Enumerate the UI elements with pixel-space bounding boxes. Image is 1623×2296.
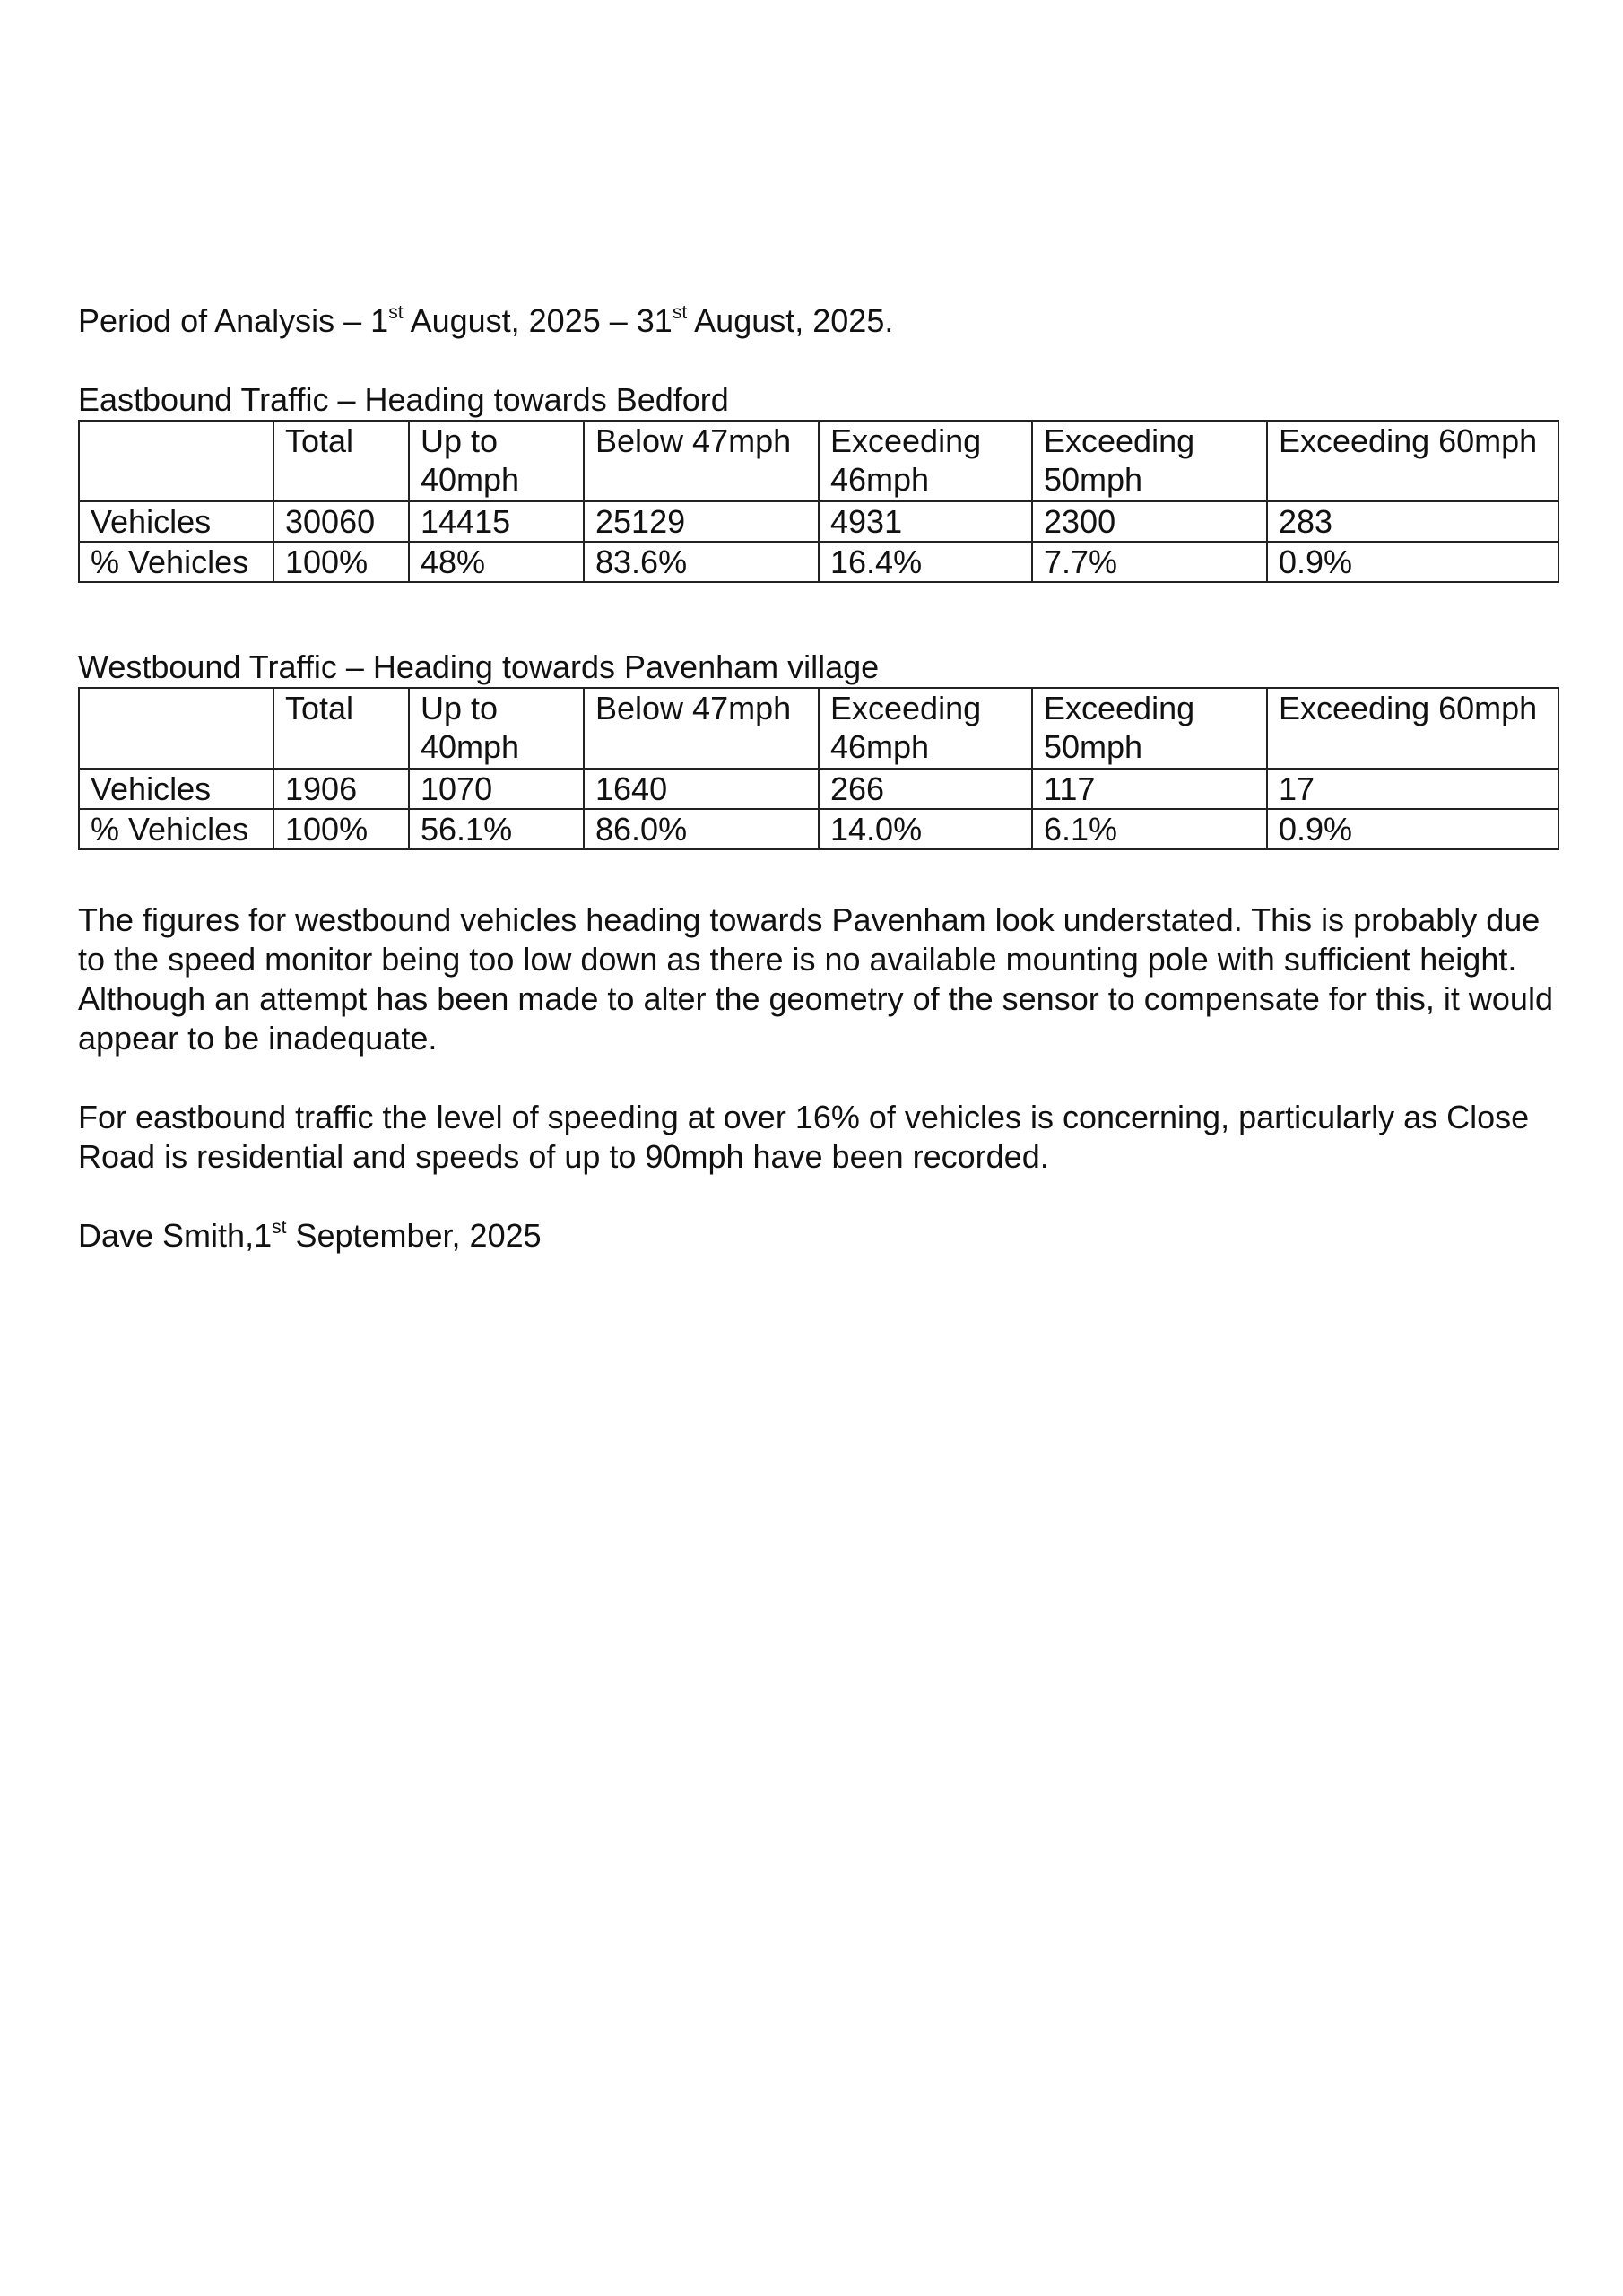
period-prefix: Period of Analysis – 1 <box>78 302 389 339</box>
table-cell: 0.9% <box>1267 809 1558 849</box>
header-cell: Total <box>273 688 409 769</box>
table-cell: 56.1% <box>409 809 584 849</box>
header-cell: Total <box>273 421 409 501</box>
header-cell: Exceeding 60mph <box>1267 688 1558 769</box>
period-end-ordinal: st <box>672 302 688 323</box>
analysis-period <box>78 301 1558 341</box>
table-cell: 0.9% <box>1267 542 1558 582</box>
table-cell: 117 <box>1032 769 1267 809</box>
table-row <box>79 809 1558 849</box>
table-header-row <box>79 688 1558 769</box>
table-cell: 16.4% <box>819 542 1032 582</box>
table-cell: 100% <box>273 809 409 849</box>
table-cell: Vehicles <box>79 501 273 542</box>
header-cell: Up to 40mph <box>409 421 584 501</box>
period-middle: August, 2025 – 31 <box>403 302 673 339</box>
table-cell: 2300 <box>1032 501 1267 542</box>
signature-line <box>78 1216 1558 1256</box>
header-cell: Below 47mph <box>584 421 819 501</box>
header-cell: Exceeding 46mph <box>819 688 1032 769</box>
table-cell: 7.7% <box>1032 542 1267 582</box>
signature-suffix: September, 2025 <box>286 1217 542 1254</box>
table-cell: 100% <box>273 542 409 582</box>
signature-prefix: Dave Smith,1 <box>78 1217 273 1254</box>
header-cell: Up to 40mph <box>409 688 584 769</box>
table-cell: 25129 <box>584 501 819 542</box>
table-cell: 86.0% <box>584 809 819 849</box>
table-cell: Vehicles <box>79 769 273 809</box>
header-cell: Exceeding 50mph <box>1032 421 1267 501</box>
table-header-row <box>79 421 1558 501</box>
eastbound-commentary: For eastbound traffic the level of speeding at over 16% of vehicles is concerning, particularly as Close Road is residential and speeds of up to 90mph have been recorded. <box>78 1099 1530 1175</box>
header-cell: Exceeding 50mph <box>1032 688 1267 769</box>
table-row <box>79 501 1558 542</box>
table-row <box>79 542 1558 582</box>
table-cell: 1640 <box>584 769 819 809</box>
westbound-table <box>78 687 1559 850</box>
table-cell: 48% <box>409 542 584 582</box>
eastbound-table <box>78 420 1559 583</box>
westbound-caption: Westbound Traffic – Heading towards Pavenham village <box>78 648 880 685</box>
header-cell: Exceeding 60mph <box>1267 421 1558 501</box>
header-cell: Exceeding 46mph <box>819 421 1032 501</box>
eastbound-caption: Eastbound Traffic – Heading towards Bedford <box>78 381 729 418</box>
table-cell: % Vehicles <box>79 809 273 849</box>
table-cell: 17 <box>1267 769 1558 809</box>
header-cell <box>79 421 273 501</box>
signature-ordinal: st <box>272 1217 287 1238</box>
table-cell: 14.0% <box>819 809 1032 849</box>
period-suffix: August, 2025. <box>687 302 894 339</box>
table-cell: 283 <box>1267 501 1558 542</box>
table-row <box>79 769 1558 809</box>
table-cell: 14415 <box>409 501 584 542</box>
period-start-ordinal: st <box>388 302 404 323</box>
table-cell: 266 <box>819 769 1032 809</box>
table-cell: 83.6% <box>584 542 819 582</box>
header-cell <box>79 688 273 769</box>
document-page <box>78 301 1558 1256</box>
table-cell: 30060 <box>273 501 409 542</box>
table-cell: 4931 <box>819 501 1032 542</box>
header-cell: Below 47mph <box>584 688 819 769</box>
westbound-commentary: The figures for westbound vehicles heading towards Pavenham look understated. This is probably due to the speed monitor being too low down as there is no available mounting pole with sufficient height. Although an attempt has been made to alter the geometry of the sensor to compensate for this, it would appear to be inadequate. <box>78 901 1553 1057</box>
table-cell: 6.1% <box>1032 809 1267 849</box>
table-cell: 1070 <box>409 769 584 809</box>
table-cell: % Vehicles <box>79 542 273 582</box>
table-cell: 1906 <box>273 769 409 809</box>
